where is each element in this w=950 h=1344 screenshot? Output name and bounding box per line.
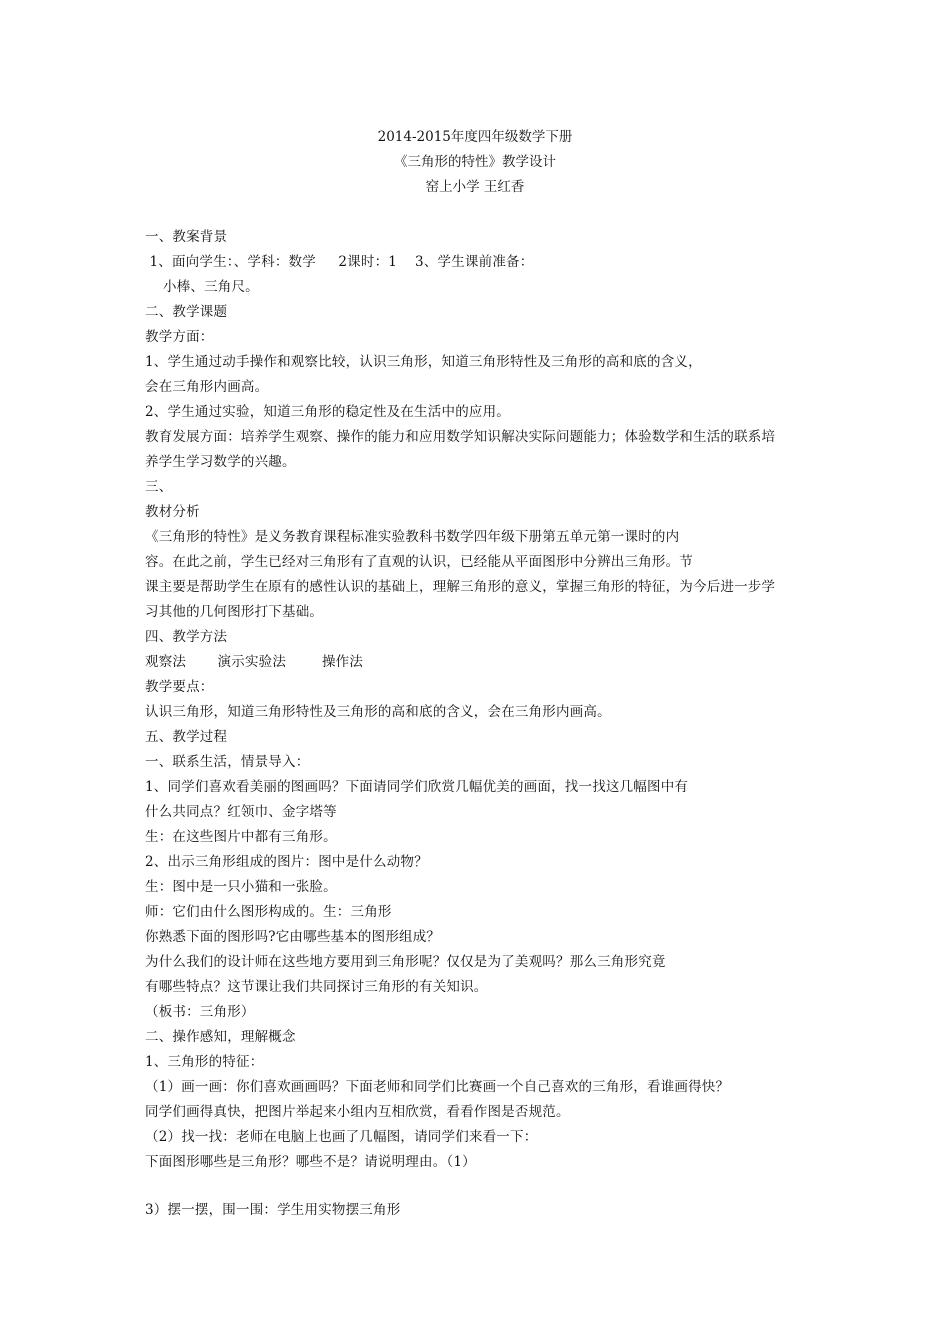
text-line: 1、同学们喜欢看美丽的图画吗？下面请同学们欣赏几幅优美的画面，找一找这几幅图中有 (145, 779, 689, 795)
text-line: 会在三角形内画高。 (145, 379, 269, 395)
text-line: 3）摆一摆，围一围：学生用实物摆三角形 (145, 1202, 401, 1218)
text-line: 养学生学习数学的兴趣。 (145, 454, 296, 470)
section-heading: 三、 (145, 479, 173, 495)
section-heading: 教材分析 (145, 504, 200, 520)
doc-title-year: 2014-2015年度四年级数学下册 (377, 129, 573, 145)
text-line: 习其他的几何图形打下基础。 (145, 604, 324, 620)
section-heading: 二、教学课题 (145, 304, 228, 320)
text-line: 1、面向学生：、学科：数学 2课时：1 3、学生课前准备： (145, 254, 534, 270)
section-heading: 一、教案背景 (145, 229, 228, 245)
text-line: 小棒、三角尺。 (145, 279, 259, 295)
text-line: 认识三角形，知道三角形特性及三角形的高和底的含义，会在三角形内画高。 (145, 704, 611, 720)
text-line: 2、学生通过实验，知道三角形的稳定性及在生活中的应用。 (145, 404, 510, 420)
doc-author: 窑上小学 王红香 (425, 179, 525, 195)
text-line: 生：图中是一只小猫和一张脸。 (145, 879, 337, 895)
doc-title-lesson: 《三角形的特性》教学设计 (394, 154, 556, 170)
text-line: 下面图形哪些是三角形？哪些不是？请说明理由。（1） (145, 1154, 476, 1170)
text-line: 师：它们由什么图形构成的。生：三角形 (145, 904, 392, 920)
text-line: 1、三角形的特征： (145, 1054, 264, 1070)
text-line: （1）画一画：你们喜欢画画吗？下面老师和同学们比赛画一个自己喜欢的三角形，看谁画得快？ (145, 1079, 730, 1095)
text-line: （板书：三角形） (145, 1004, 255, 1020)
text-line: 2、出示三角形组成的图片：图中是什么动物？ (145, 854, 428, 870)
section-heading: 五、教学过程 (145, 729, 228, 745)
text-line: 同学们画得真快，把图片举起来小组内互相欣赏，看看作图是否规范。 (145, 1104, 570, 1120)
text-line: 课主要是帮助学生在原有的感性认识的基础上，理解三角形的意义，掌握三角形的特征，为今后进一步学 (145, 579, 776, 595)
text-line: 有哪些特点？这节课让我们共同探讨三角形的有关知识。 (145, 979, 488, 995)
text-line: 什么共同点？红领巾、金字塔等 (145, 804, 337, 820)
text-line: 1、学生通过动手操作和观察比较，认识三角形，知道三角形特性及三角形的高和底的含义， (145, 354, 702, 370)
subsection-heading: 一、联系生活，情景导入： (145, 754, 310, 770)
text-line: 《三角形的特性》是义务教育课程标准实验教科书数学四年级下册第五单元第一课时的内 (145, 529, 680, 545)
text-line: 为什么我们的设计师在这些地方要用到三角形呢？仅仅是为了美观吗？那么三角形究竟 (145, 954, 666, 970)
text-line: 教学要点： (145, 679, 214, 695)
text-line: 生：在这些图片中都有三角形。 (145, 829, 337, 845)
subsection-heading: 二、操作感知，理解概念 (145, 1029, 296, 1045)
text-line: 你熟悉下面的图形吗?它由哪些基本的图形组成？ (145, 929, 441, 945)
text-line: 教育发展方面：培养学生观察、操作的能力和应用数学知识解决实际问题能力；体验数学和生活的联系培 (145, 429, 776, 445)
text-line: 容。在此之前，学生已经对三角形有了直观的认识，已经能从平面图形中分辨出三角形。节 (145, 554, 693, 570)
section-heading: 四、教学方法 (145, 629, 228, 645)
text-line: 教学方面： (145, 329, 214, 345)
text-line: （2）找一找：老师在电脑上也画了几幅图，请同学们来看一下： (145, 1129, 538, 1145)
text-line: 观察法 演示实验法 操作法 (145, 654, 364, 670)
